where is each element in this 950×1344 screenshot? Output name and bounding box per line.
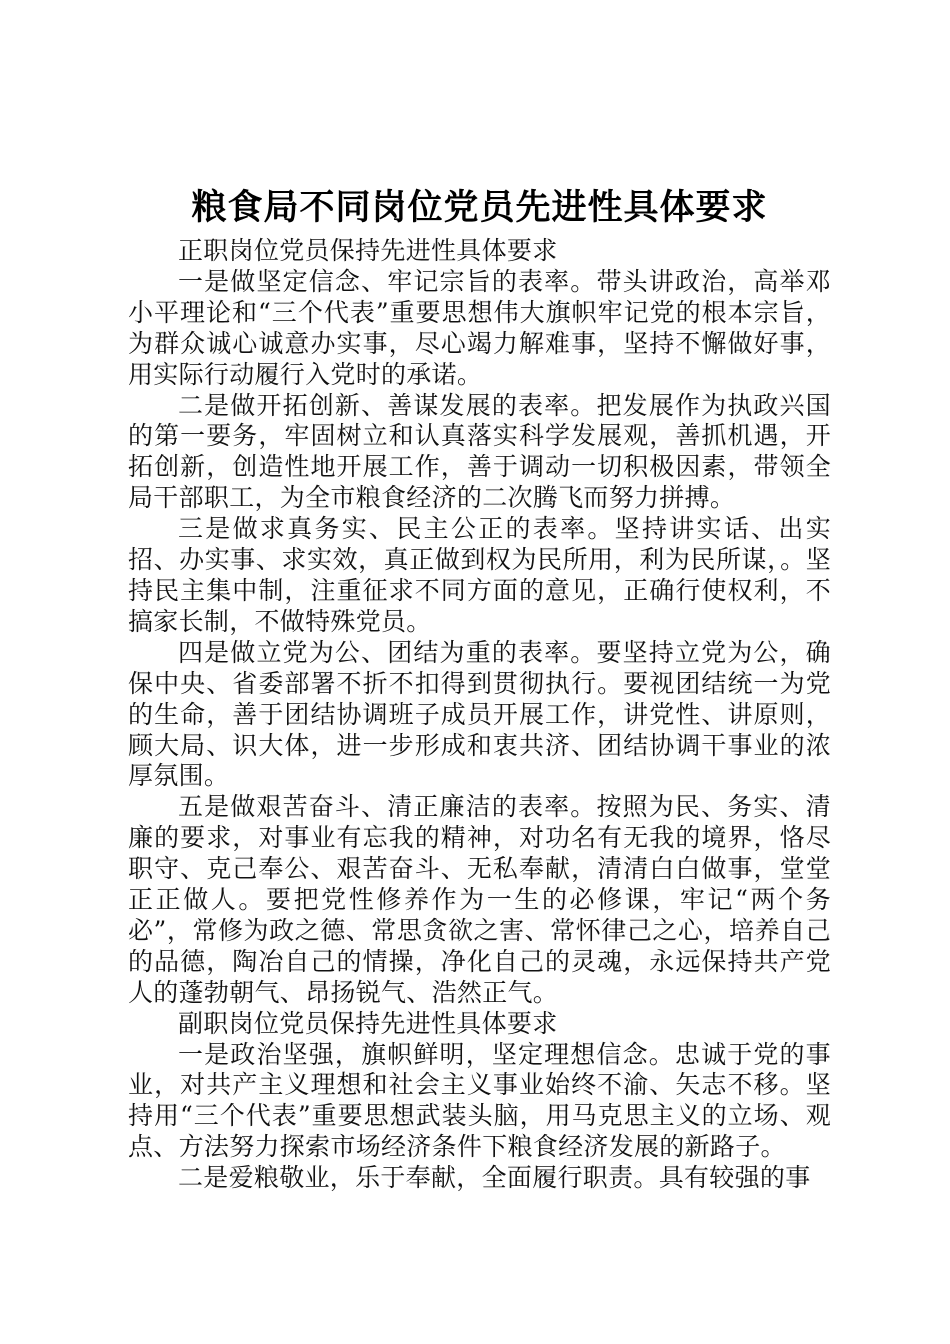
paragraph: 四是做立党为公、团结为重的表率。要坚持立党为公，确保中央、省委部署不折不扣得到贯彻执行。要视团结统一为党的生命，善于团结协调班子成员开展工作，讲党性、讲原则，顾大局、识大体，进一步形成和衷共济、团结协调干事业的浓厚氛围。 <box>128 637 831 791</box>
paragraph: 二是爱粮敬业，乐于奉献，全面履行职责。具有较强的事 <box>178 1163 811 1193</box>
paragraph: 五是做艰苦奋斗、清正廉洁的表率。按照为民、务实、清廉的要求，对事业有忘我的精神，对功名有无我的境界，恪尽职守、克己奉公、艰苦奋斗、无私奉献，清清白白做事，堂堂正正做人。要把党性修养作为一生的必修课，牢记“两个务必”，常修为政之德、常思贪欲之害、常怀律己之心，培养自己的品德，陶冶自己的情操，净化自己的灵魂，永远保持共产党人的蓬勃朝气、昂扬锐气、浩然正气。 <box>128 792 831 1007</box>
section-heading-principal: 正职岗位党员保持先进性具体要求 <box>178 236 558 265</box>
paragraph: 一是做坚定信念、牢记宗旨的表率。带头讲政治，高举邓小平理论和“三个代表”重要思想伟大旗帜牢记党的根本宗旨，为群众诚心诚意办实事，尽心竭力解难事，坚持不懈做好事，用实际行动履行入党时的承诺。 <box>128 266 831 389</box>
paragraph: 三是做求真务实、民主公正的表率。坚持讲实话、出实招、办实事、求实效，真正做到权为民所用，利为民所谋，。坚持民主集中制，注重征求不同方面的意见，正确行使权利，不搞家长制，不做特殊党员。 <box>128 514 831 636</box>
section-heading-deputy: 副职岗位党员保持先进性具体要求 <box>178 1008 558 1038</box>
paragraph: 二是做开拓创新、善谋发展的表率。把发展作为执政兴国的第一要务，牢固树立和认真落实科学发展观，善抓机遇，开拓创新，创造性地开展工作，善于调动一切积极因素，带领全局干部职工，为全市粮食经济的二次腾飞而努力拼搏。 <box>128 390 831 513</box>
document-page <box>128 186 831 1194</box>
document-title: 粮食局不同岗位党员先进性具体要求 <box>191 188 768 228</box>
paragraph: 一是政治坚强，旗帜鲜明，坚定理想信念。忠诚于党的事业，对共产主义理想和社会主义事业始终不渝、矢志不移。坚持用“三个代表”重要思想武装头脑，用马克思主义的立场、观点、方法努力探索市场经济条件下粮食经济发展的新路子。 <box>128 1039 831 1162</box>
